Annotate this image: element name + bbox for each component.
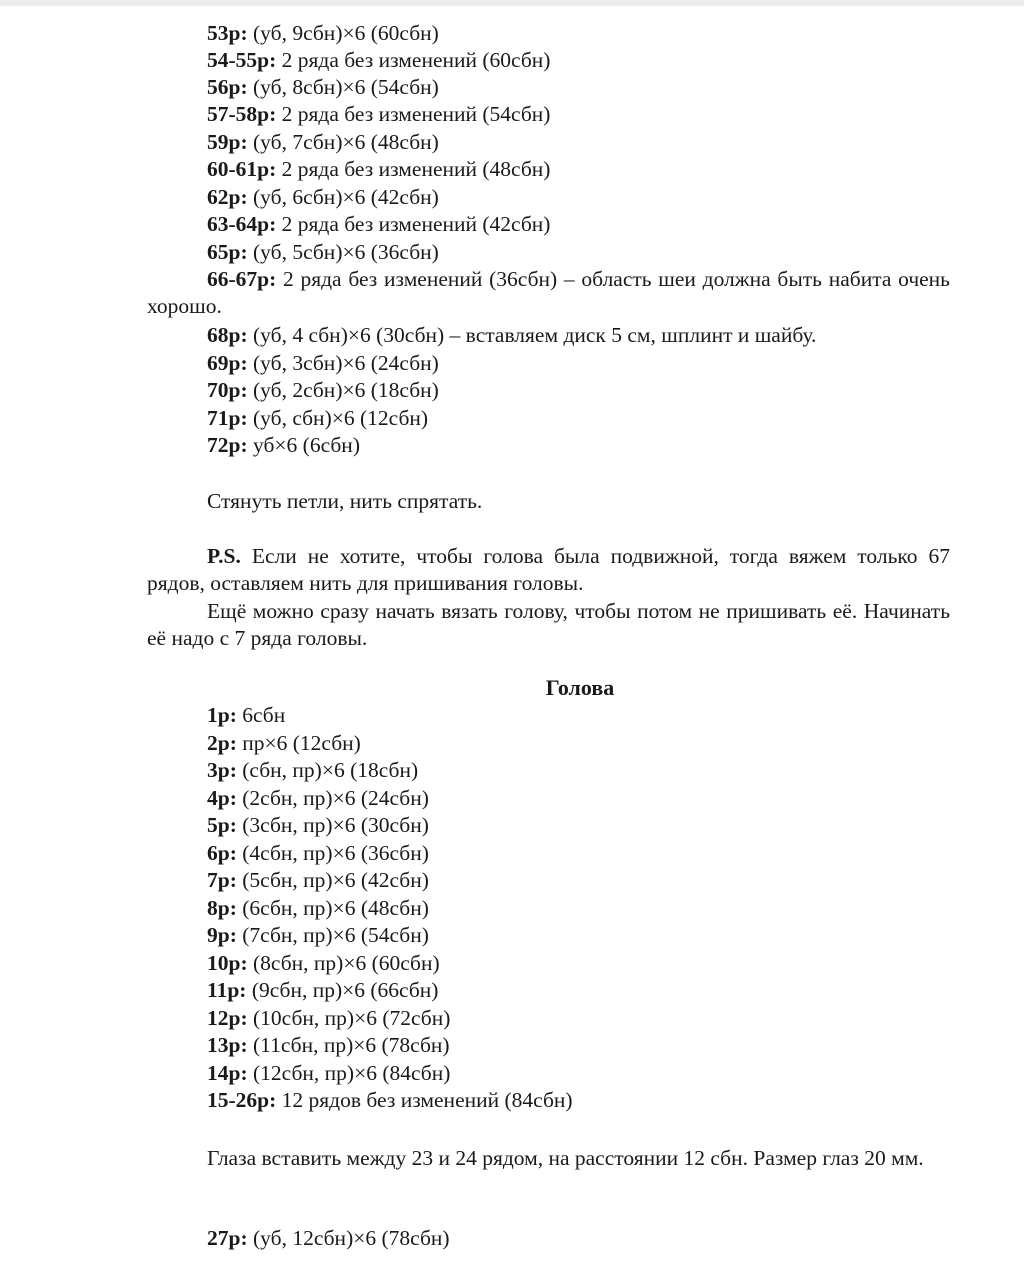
- finish-instruction: Стянуть петли, нить спрятать.: [207, 489, 483, 513]
- pattern-row: 60-61р: 2 ряда без изменений (48сбн): [207, 157, 551, 181]
- head-row: 15-26р: 12 рядов без изменений (84сбн): [207, 1088, 573, 1112]
- pattern-row: 72р: уб×6 (6сбн): [207, 433, 360, 457]
- head-row: 11р: (9сбн, пр)×6 (66сбн): [207, 978, 439, 1002]
- eyes-instruction: Глаза вставить между 23 и 24 рядом, на расстоянии 12 сбн. Размер глаз 20 мм.: [207, 1146, 924, 1170]
- head-row: 2р: пр×6 (12сбн): [207, 731, 361, 755]
- head-row: 7р: (5сбн, пр)×6 (42сбн): [207, 868, 429, 892]
- head-row: 3р: (сбн, пр)×6 (18сбн): [207, 758, 419, 782]
- pattern-row: 68р: (уб, 4 сбн)×6 (30сбн) – вставляем диск 5 см, шплинт и шайбу.: [207, 323, 817, 347]
- pattern-row: 71р: (уб, сбн)×6 (12сбн): [207, 406, 429, 430]
- head-row: 13р: (11сбн, пр)×6 (78сбн): [207, 1033, 450, 1057]
- pattern-row: 56р: (уб, 8сбн)×6 (54сбн): [207, 75, 439, 99]
- ps-note-2: Ещё можно сразу начать вязать голову, чтобы потом не пришивать её. Начинать её надо с 7 ряда головы.: [147, 599, 950, 651]
- pattern-row: 70р: (уб, 2сбн)×6 (18сбн): [207, 378, 439, 402]
- head-row: 10р: (8сбн, пр)×6 (60сбн): [207, 951, 440, 975]
- head-row: 6р: (4сбн, пр)×6 (36сбн): [207, 841, 429, 865]
- head-row: 14р: (12сбн, пр)×6 (84сбн): [207, 1061, 451, 1085]
- pattern-row: 63-64р: 2 ряда без изменений (42сбн): [207, 212, 551, 236]
- head-row: 4р: (2сбн, пр)×6 (24сбн): [207, 786, 429, 810]
- pattern-row: 53р: (уб, 9сбн)×6 (60сбн): [207, 21, 439, 45]
- pattern-row-wrapped: 66-67р: 2 ряда без изменений (36сбн) – область шеи должна быть набита очень хорошо.: [147, 267, 950, 319]
- head-row: 1р: 6сбн: [207, 703, 286, 727]
- head-row: 9р: (7сбн, пр)×6 (54сбн): [207, 923, 429, 947]
- pattern-row: 69р: (уб, 3сбн)×6 (24сбн): [207, 351, 439, 375]
- pattern-row: 65р: (уб, 5сбн)×6 (36сбн): [207, 240, 439, 264]
- head-row: 5р: (3сбн, пр)×6 (30сбн): [207, 813, 429, 837]
- pattern-row: 59р: (уб, 7сбн)×6 (48сбн): [207, 130, 439, 154]
- section-title-head: Голова: [545, 675, 615, 700]
- head-row: 12р: (10сбн, пр)×6 (72сбн): [207, 1006, 451, 1030]
- ps-note: P.S. Если не хотите, чтобы голова была подвижной, тогда вяжем только 67 рядов, оставляем нить для пришивания головы.: [147, 544, 950, 596]
- head-row: 8р: (6сбн, пр)×6 (48сбн): [207, 896, 429, 920]
- pattern-row: 54-55р: 2 ряда без изменений (60сбн): [207, 48, 551, 72]
- pattern-row: 57-58р: 2 ряда без изменений (54сбн): [207, 102, 551, 126]
- head-row-last: 27р: (уб, 12сбн)×6 (78сбн): [207, 1226, 450, 1250]
- pattern-row: 62р: (уб, 6сбн)×6 (42сбн): [207, 185, 439, 209]
